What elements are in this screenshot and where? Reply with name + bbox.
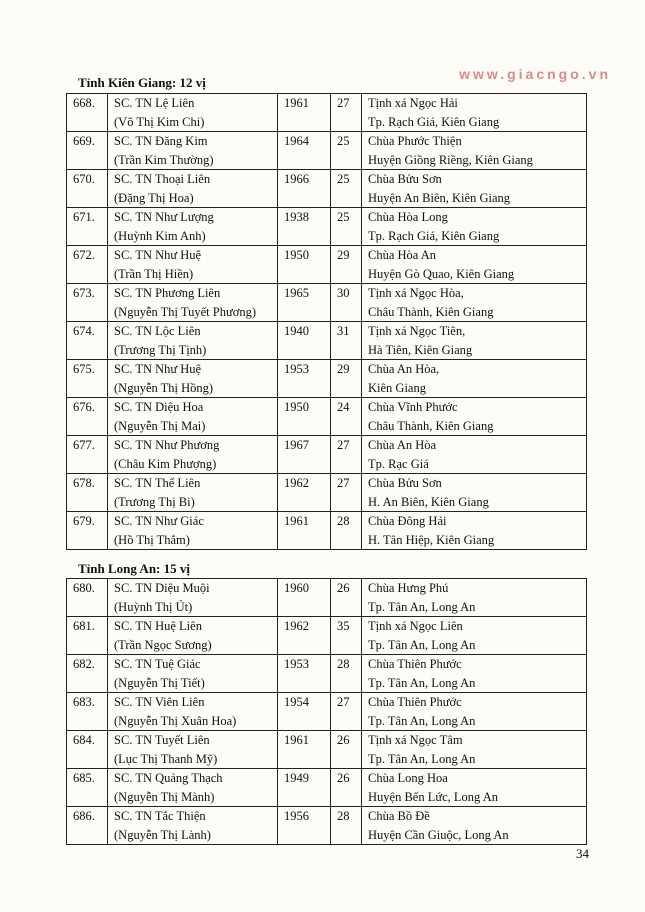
age-cell [331, 360, 362, 398]
age-cell [331, 655, 362, 693]
birth-year-cell [278, 807, 331, 845]
age-cell [331, 94, 362, 132]
name-cell [108, 360, 278, 398]
temple-name: Chùa Thiên Phước [368, 657, 462, 671]
name-cell [108, 322, 278, 360]
dharma-name: SC. TN Như Huệ [114, 362, 202, 376]
temple-location: Tp. Rạch Giá, Kiên Giang [368, 228, 500, 243]
age-cell [331, 769, 362, 807]
birth-year-cell [278, 655, 331, 693]
row-number: 670. [73, 172, 95, 186]
row-number-cell [67, 208, 108, 246]
row-number: 668. [73, 96, 95, 110]
age-value: 35 [337, 619, 350, 633]
name-cell [108, 132, 278, 170]
name-cell [108, 769, 278, 807]
birth-year-cell [278, 731, 331, 769]
birth-year: 1964 [284, 134, 309, 148]
lay-name: (Huỳnh Thị Út) [114, 599, 193, 614]
table-row [67, 170, 587, 208]
birth-year: 1962 [284, 619, 309, 633]
row-number-cell [67, 474, 108, 512]
site-watermark: www.giacngo.vn [459, 66, 611, 82]
lay-name: (Huỳnh Kim Anh) [114, 228, 206, 243]
temple-name: Chùa An Hòa [368, 438, 437, 452]
name-cell [108, 512, 278, 550]
place-cell [362, 132, 587, 170]
age-value: 27 [337, 96, 350, 110]
place-cell [362, 360, 587, 398]
name-cell [108, 398, 278, 436]
temple-name: Chùa Vĩnh Phước [368, 400, 458, 414]
table-row [67, 769, 587, 807]
roster-table-kien-giang [66, 93, 587, 550]
row-number: 671. [73, 210, 95, 224]
age-cell [331, 208, 362, 246]
lay-name: (Trương Thị Bi) [114, 494, 195, 509]
lay-name: (Nguyễn Thị Xuân Hoa) [114, 713, 237, 728]
table-row [67, 284, 587, 322]
place-cell [362, 617, 587, 655]
row-number-cell [67, 769, 108, 807]
age-value: 26 [337, 733, 350, 747]
table-row [67, 512, 587, 550]
birth-year: 1966 [284, 172, 309, 186]
row-number-cell [67, 731, 108, 769]
temple-location: H. Tân Hiệp, Kiên Giang [368, 532, 495, 547]
temple-location: Tp. Rạch Giá, Kiên Giang [368, 114, 500, 129]
dharma-name: SC. TN Như Huệ [114, 248, 202, 262]
lay-name: (Nguyễn Thị Hồng) [114, 380, 214, 395]
birth-year-cell [278, 579, 331, 617]
row-number: 669. [73, 134, 95, 148]
place-cell [362, 512, 587, 550]
place-cell [362, 398, 587, 436]
name-cell [108, 170, 278, 208]
age-value: 27 [337, 438, 350, 452]
age-value: 24 [337, 400, 350, 414]
lay-name: (Đặng Thị Hoa) [114, 190, 194, 205]
temple-location: Tp. Rạc Giá [368, 456, 429, 471]
age-value: 27 [337, 695, 350, 709]
temple-name: Chùa Hòa An [368, 248, 437, 262]
temple-location: Tp. Tân An, Long An [368, 675, 476, 690]
temple-location: Tp. Tân An, Long An [368, 599, 476, 614]
temple-name: Chùa An Hòa, [368, 362, 440, 376]
row-number: 677. [73, 438, 95, 452]
name-cell [108, 807, 278, 845]
birth-year-cell [278, 322, 331, 360]
birth-year: 1956 [284, 809, 309, 823]
birth-year-cell [278, 474, 331, 512]
birth-year: 1961 [284, 96, 309, 110]
age-cell [331, 731, 362, 769]
lay-name: (Nguyễn Thị Tiết) [114, 675, 205, 690]
lay-name: (Nguyễn Thị Mai) [114, 418, 206, 433]
age-value: 27 [337, 476, 350, 490]
dharma-name: SC. TN Như Phương [114, 438, 220, 452]
table-row [67, 132, 587, 170]
birth-year: 1940 [284, 324, 309, 338]
name-cell [108, 693, 278, 731]
lay-name: (Trần Thị Hiền) [114, 266, 194, 281]
row-number-cell [67, 246, 108, 284]
table-row [67, 94, 587, 132]
row-number-cell [67, 617, 108, 655]
table-row [67, 208, 587, 246]
temple-location: H. An Biên, Kiên Giang [368, 494, 489, 509]
age-cell [331, 398, 362, 436]
age-value: 28 [337, 514, 350, 528]
birth-year-cell [278, 512, 331, 550]
temple-location: Huyện Cần Giuộc, Long An [368, 827, 509, 842]
dharma-name: SC. TN Như Lượng [114, 210, 214, 224]
table-row [67, 655, 587, 693]
temple-name: Tịnh xá Ngọc Hải [368, 96, 458, 110]
dharma-name: SC. TN Diệu Hoa [114, 400, 204, 414]
birth-year: 1938 [284, 210, 309, 224]
row-number: 683. [73, 695, 95, 709]
lay-name: (Võ Thị Kim Chi) [114, 114, 205, 129]
birth-year-cell [278, 360, 331, 398]
row-number-cell [67, 94, 108, 132]
row-number: 681. [73, 619, 95, 633]
temple-location: Châu Thành, Kiên Giang [368, 304, 494, 319]
lay-name: (Hồ Thị Thắm) [114, 532, 190, 547]
dharma-name: SC. TN Huệ Liên [114, 619, 202, 633]
temple-name: Chùa Hòa Long [368, 210, 448, 224]
lay-name: (Nguyễn Thị Lành) [114, 827, 211, 842]
table-row [67, 807, 587, 845]
birth-year: 1960 [284, 581, 309, 595]
birth-year: 1953 [284, 362, 309, 376]
age-cell [331, 170, 362, 208]
birth-year: 1954 [284, 695, 309, 709]
age-cell [331, 474, 362, 512]
place-cell [362, 731, 587, 769]
temple-name: Chùa Phước Thiện [368, 134, 462, 148]
age-cell [331, 807, 362, 845]
lay-name: (Nguyễn Thị Tuyết Phương) [114, 304, 256, 319]
section-title-kien-giang: Tỉnh Kiên Giang: 12 vị [78, 75, 206, 90]
row-number: 680. [73, 581, 95, 595]
row-number: 675. [73, 362, 95, 376]
dharma-name: SC. TN Viên Liên [114, 695, 205, 709]
dharma-name: SC. TN Diệu Muội [114, 581, 210, 595]
temple-location: Tp. Tân An, Long An [368, 713, 476, 728]
temple-name: Tịnh xá Ngọc Tâm [368, 733, 463, 747]
table-row [67, 731, 587, 769]
place-cell [362, 807, 587, 845]
dharma-name: SC. TN Lộc Liên [114, 324, 201, 338]
birth-year-cell [278, 94, 331, 132]
age-value: 29 [337, 362, 350, 376]
birth-year: 1967 [284, 438, 309, 452]
birth-year-cell [278, 769, 331, 807]
birth-year-cell [278, 208, 331, 246]
row-number: 686. [73, 809, 95, 823]
lay-name: (Nguyễn Thị Mành) [114, 789, 215, 804]
name-cell [108, 731, 278, 769]
age-cell [331, 284, 362, 322]
dharma-name: SC. TN Quảng Thạch [114, 771, 223, 785]
birth-year: 1965 [284, 286, 309, 300]
row-number: 682. [73, 657, 95, 671]
age-value: 26 [337, 771, 350, 785]
birth-year: 1950 [284, 400, 309, 414]
name-cell [108, 94, 278, 132]
age-value: 30 [337, 286, 350, 300]
page-number: 34 [576, 846, 589, 861]
age-cell [331, 132, 362, 170]
age-cell [331, 246, 362, 284]
temple-name: Chùa Bửu Sơn [368, 172, 442, 186]
birth-year-cell [278, 170, 331, 208]
temple-location: Châu Thành, Kiên Giang [368, 418, 494, 433]
birth-year-cell [278, 284, 331, 322]
roster-table-long-an [66, 578, 587, 845]
temple-name: Tịnh xá Ngọc Tiên, [368, 324, 466, 338]
dharma-name: SC. TN Thoại Liên [114, 172, 211, 186]
row-number-cell [67, 398, 108, 436]
name-cell [108, 474, 278, 512]
temple-location: Huyện Giồng Riềng, Kiên Giang [368, 152, 533, 167]
temple-name: Chùa Hưng Phú [368, 581, 449, 595]
row-number-cell [67, 693, 108, 731]
age-cell [331, 617, 362, 655]
age-value: 26 [337, 581, 350, 595]
row-number: 672. [73, 248, 95, 262]
dharma-name: SC. TN Tuyết Liên [114, 733, 210, 747]
row-number: 685. [73, 771, 95, 785]
place-cell [362, 655, 587, 693]
place-cell [362, 208, 587, 246]
row-number-cell [67, 436, 108, 474]
temple-location: Tp. Tân An, Long An [368, 637, 476, 652]
name-cell [108, 655, 278, 693]
place-cell [362, 769, 587, 807]
row-number-cell [67, 807, 108, 845]
temple-location: Tp. Tân An, Long An [368, 751, 476, 766]
age-value: 28 [337, 657, 350, 671]
table-row [67, 617, 587, 655]
birth-year: 1961 [284, 733, 309, 747]
table-row [67, 693, 587, 731]
row-number: 679. [73, 514, 95, 528]
place-cell [362, 693, 587, 731]
table-row [67, 360, 587, 398]
name-cell [108, 246, 278, 284]
temple-location: Kiên Giang [368, 380, 426, 395]
temple-name: Chùa Bồ Đề [368, 809, 430, 823]
birth-year: 1961 [284, 514, 309, 528]
row-number: 673. [73, 286, 95, 300]
row-number-cell [67, 360, 108, 398]
age-value: 25 [337, 172, 350, 186]
birth-year-cell [278, 398, 331, 436]
temple-name: Chùa Thiên Phước [368, 695, 462, 709]
lay-name: (Lục Thị Thanh Mỹ) [114, 751, 218, 766]
place-cell [362, 246, 587, 284]
row-number: 674. [73, 324, 95, 338]
temple-name: Tịnh xá Ngọc Liên [368, 619, 463, 633]
row-number-cell [67, 655, 108, 693]
temple-name: Chùa Đông Hải [368, 514, 447, 528]
temple-name: Tịnh xá Ngọc Hòa, [368, 286, 464, 300]
dharma-name: SC. TN Thể Liên [114, 476, 201, 490]
table-row [67, 474, 587, 512]
place-cell [362, 322, 587, 360]
row-number-cell [67, 132, 108, 170]
age-value: 28 [337, 809, 350, 823]
dharma-name: SC. TN Lệ Liên [114, 96, 195, 110]
row-number-cell [67, 170, 108, 208]
dharma-name: SC. TN Tuệ Giác [114, 657, 201, 671]
temple-location: Huyện Bến Lức, Long An [368, 789, 499, 804]
birth-year: 1949 [284, 771, 309, 785]
birth-year-cell [278, 246, 331, 284]
birth-year: 1953 [284, 657, 309, 671]
age-value: 31 [337, 324, 350, 338]
birth-year-cell [278, 617, 331, 655]
row-number: 684. [73, 733, 95, 747]
section-title-long-an: Tỉnh Long An: 15 vị [78, 561, 190, 576]
table-row [67, 579, 587, 617]
row-number-cell [67, 322, 108, 360]
row-number-cell [67, 579, 108, 617]
table-row [67, 322, 587, 360]
birth-year: 1962 [284, 476, 309, 490]
lay-name: (Trần Kim Thường) [114, 152, 214, 167]
place-cell [362, 170, 587, 208]
birth-year: 1950 [284, 248, 309, 262]
dharma-name: SC. TN Phương Liên [114, 286, 221, 300]
birth-year-cell [278, 436, 331, 474]
birth-year-cell [278, 693, 331, 731]
age-value: 25 [337, 134, 350, 148]
age-cell [331, 436, 362, 474]
temple-location: Huyện Gò Quao, Kiên Giang [368, 266, 515, 281]
birth-year-cell [278, 132, 331, 170]
dharma-name: SC. TN Đăng Kim [114, 134, 208, 148]
age-value: 29 [337, 248, 350, 262]
row-number: 678. [73, 476, 95, 490]
place-cell [362, 579, 587, 617]
row-number-cell [67, 512, 108, 550]
temple-name: Chùa Long Hoa [368, 771, 448, 785]
temple-location: Hà Tiên, Kiên Giang [368, 342, 473, 357]
temple-location: Huyện An Biên, Kiên Giang [368, 190, 510, 205]
name-cell [108, 579, 278, 617]
dharma-name: SC. TN Tắc Thiện [114, 809, 206, 823]
place-cell [362, 436, 587, 474]
row-number: 676. [73, 400, 95, 414]
temple-name: Chùa Bửu Sơn [368, 476, 442, 490]
table-row [67, 246, 587, 284]
place-cell [362, 284, 587, 322]
age-cell [331, 693, 362, 731]
dharma-name: SC. TN Như Giác [114, 514, 204, 528]
name-cell [108, 284, 278, 322]
age-cell [331, 579, 362, 617]
table-row [67, 398, 587, 436]
age-cell [331, 512, 362, 550]
lay-name: (Trương Thị Tịnh) [114, 342, 207, 357]
lay-name: (Châu Kim Phượng) [114, 456, 217, 471]
name-cell [108, 208, 278, 246]
place-cell [362, 474, 587, 512]
age-cell [331, 322, 362, 360]
place-cell [362, 94, 587, 132]
age-value: 25 [337, 210, 350, 224]
table-row [67, 436, 587, 474]
name-cell [108, 436, 278, 474]
row-number-cell [67, 284, 108, 322]
lay-name: (Trần Ngọc Sương) [114, 637, 212, 652]
name-cell [108, 617, 278, 655]
